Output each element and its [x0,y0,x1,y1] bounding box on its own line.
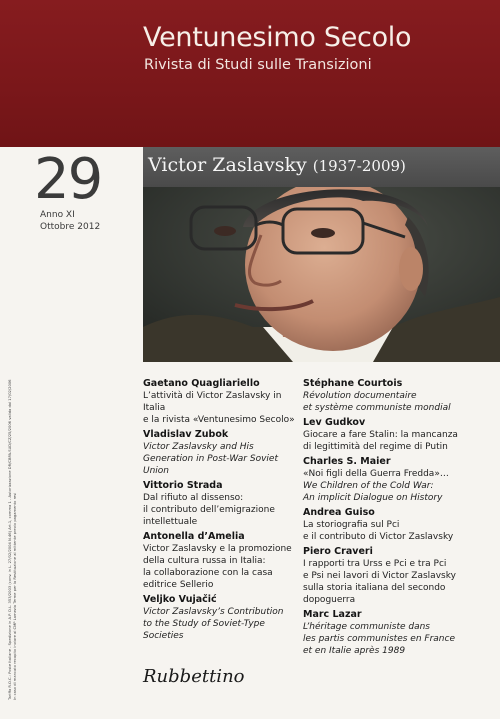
contents-entry [303,417,493,453]
issue-date: Ottobre 2012 [40,222,101,232]
contents-entry [143,429,301,477]
contents-entry [143,378,301,426]
issue-year: Anno XI [40,210,75,220]
entry-title-line: et en Italie après 1989 [303,646,406,656]
legal-line: In caso di mancato recapito inviare al CMP Lamezia Terme per la Restituzione al mittente previo pagamento resi [13,492,17,700]
contents-left-column [143,378,301,645]
contents-entry [303,507,493,543]
entry-title-line: L’héritage communiste dans [303,622,430,632]
portrait-illustration [143,187,500,362]
legal-vertical-text [8,370,18,700]
entry-title-line: La storiografia sul Pci [303,520,400,530]
entry-title-line: Union [143,466,170,476]
feature-name: Victor Zaslavsky [148,154,307,176]
entry-title-line: Giocare a fare Stalin: la mancanza [303,430,458,440]
entry-title-line: dopoguerra [303,595,356,605]
publisher-logo: Rubbettino [143,666,245,687]
contents-entry [303,456,493,504]
masthead-title: Ventunesimo Secolo [143,22,412,53]
entry-title-line: di legittimità del regime di Putin [303,442,448,452]
entry-author: Charles S. Maier [303,456,391,467]
entry-title-line: Societies [143,631,184,641]
entry-title-line: e la rivista «Ventunesimo Secolo» [143,415,295,425]
feature-title [148,154,406,176]
entry-author: Gaetano Quagliariello [143,378,260,389]
portrait-photo [143,187,500,362]
issue-number: 29 [34,147,102,212]
entry-author: Marc Lazar [303,609,362,620]
legal-line: Tariffa R.O.C.: Poste Italiane - Spedizione in A.P. D.L. 353/2003 (conv. in L. 27/02/2004 N.46) Art.1, comma 1 - Autorizzazione DR/CBPA-SUD/CZ/25/2006 valida dal 17/02/2006 [8,379,12,700]
contents-entry [143,594,301,642]
entry-title-line: Victor Zaslavsky’s Contribution [143,607,284,617]
contents-entry [303,609,493,657]
ear-shape [399,247,423,291]
entry-title-line: e Psi nei lavori di Victor Zaslavsky [303,571,456,581]
entry-title-line: I rapporti tra Urss e Pci e tra Pci [303,559,447,569]
entry-title-line: sulla storia italiana del secondo [303,583,446,593]
entry-author: Vladislav Zubok [143,429,229,440]
entry-title-line: editrice Sellerio [143,580,214,590]
contents-entry [303,546,493,606]
entry-title-line: «Noi figli della Guerra Fredda»… [303,469,449,479]
entry-author: Stéphane Courtois [303,378,403,389]
entry-title-line: la collaborazione con la casa [143,568,273,578]
entry-author: Vittorio Strada [143,480,223,491]
entry-author: Antonella d’Amelia [143,531,245,542]
entry-author: Andrea Guiso [303,507,375,518]
entry-title-line: Dal rifiuto al dissenso: [143,493,244,503]
entry-title-line: to the Study of Soviet-Type [143,619,265,629]
entry-author: Veljko Vujačić [143,594,217,605]
entry-title-line: Victor Zaslavsky e la promozione [143,544,292,554]
contents-right-column [303,378,493,660]
entry-title-line: intellettuale [143,517,198,527]
entry-title-line: We Children of the Cold War: [303,481,434,491]
entry-title-line: e il contributo di Victor Zaslavsky [303,532,454,542]
entry-title-line: Révolution documentaire [303,391,417,401]
contents-entry [143,480,301,528]
entry-author: Piero Craveri [303,546,373,557]
feature-years: (1937-2009) [312,157,406,175]
entry-author: Lev Gudkov [303,417,366,428]
eye-left [214,226,236,236]
entry-title-line: il contributo dell’emigrazione [143,505,275,515]
masthead-subtitle: Rivista di Studi sulle Transizioni [144,57,372,73]
entry-title-line: les partis communistes en France [303,634,455,644]
entry-title-line: Generation in Post-War Soviet [143,454,278,464]
contents-entry [143,531,301,591]
entry-title-line: et système communiste mondial [303,403,451,413]
entry-title-line: An implicit Dialogue on History [303,493,443,503]
entry-title-line: Victor Zaslavsky and His [143,442,254,452]
entry-title-line: della cultura russa in Italia: [143,556,266,566]
eye-right [311,228,335,238]
entry-title-line: L’attività di Victor Zaslavsky in Italia [143,391,282,413]
contents-entry [303,378,493,414]
